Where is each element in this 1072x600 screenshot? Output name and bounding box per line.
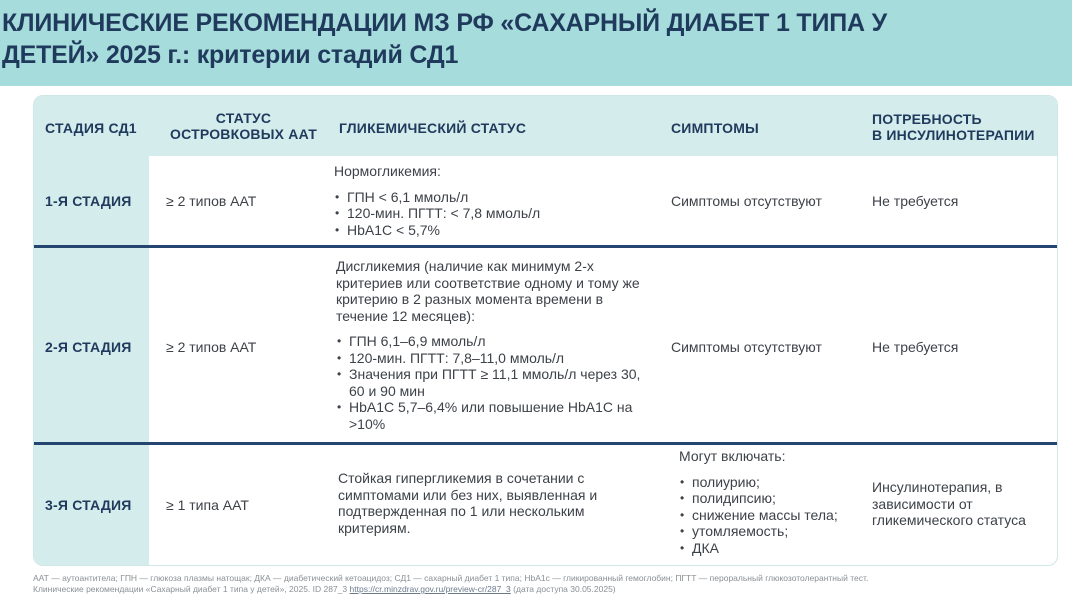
list-item: • ГПН 6,1–6,9 ммоль/л [336,333,654,350]
title-line-1: КЛИНИЧЕСКИЕ РЕКОМЕНДАЦИИ МЗ РФ «САХАРНЫЙ ДИАБЕТ 1 ТИПА У [2,9,887,37]
source-link[interactable]: https://cr.minzdrav.gov.ru/preview-cr/287_3 [349,584,511,594]
glycemic-intro: Дисгликемия (наличие как минимум 2-х критериев или соответствие одному и тому же критерию в 2 разных момента времени в течение 12 месяцев): [336,258,640,324]
aat-status: ≥ 1 типа ААТ [166,497,249,513]
symptoms [679,448,879,556]
glycemic-criteria-list [336,333,654,432]
header-aat [156,110,331,142]
header-stage: СТАДИЯ СД1 [45,120,137,136]
list-item: • Значения при ПГТТ ≥ 11,1 ммоль/л через 30, 60 и 90 мин [336,366,654,399]
stages-table [33,95,1058,566]
header-symptoms: СИМПТОМЫ [671,120,759,136]
list-item: • 120-мин. ПГТТ: 7,8–11,0 ммоль/л [336,350,654,367]
list-item: • HbA1C < 5,7% [334,222,664,239]
list-item: • ДКА [679,540,879,557]
list-item: • 120-мин. ПГТТ: < 7,8 ммоль/л [334,205,664,222]
glycemic-status [334,163,664,238]
header-aat-line1: СТАТУС [215,110,272,126]
stage-label: 1-Я СТАДИЯ [45,193,132,209]
glycemic-intro: Нормогликемия: [334,163,441,179]
list-item: • ГПН < 6,1 ммоль/л [334,189,664,206]
abbreviations-note: ААТ — аутоантитела; ГПН — глюкоза плазмы натощак; ДКА — диабетический кетоацидоз; СД1 — сахарный диабет 1 типа; HbA1c — гликированный гемоглобин; ПГТТ — пероральный глюкозотолерантный тест. [33,573,869,583]
row-divider [34,442,1057,445]
title-line-2: ДЕТЕЙ» 2025 г.: критерии стадий СД1 [2,41,459,69]
source-note [33,584,1053,595]
aat-status: ≥ 2 типов ААТ [166,339,257,355]
glycemic-status: Стойкая гипергликемия в сочетании с симптомами или без них, выявленная и подтвержденная по 1 или нескольким критериям. [338,470,598,536]
insulin-need: Не требуется [872,193,959,209]
source-text: Клинические рекомендации «Сахарный диабет 1 типа у детей», 2025. ID 287_3 [33,584,348,594]
insulin-need: Инсулинотерапия, в зависимости от гликемического статуса [872,479,1026,528]
title-band [0,0,1072,86]
header-glycemic: ГЛИКЕМИЧЕСКИЙ СТАТУС [339,120,527,136]
symptoms-list [679,474,879,557]
list-item: • полиурию; [679,474,879,491]
page-title [2,7,1062,71]
aat-status: ≥ 2 типов ААТ [166,193,257,209]
header-insulin [872,111,1035,143]
header-insulin-line1: ПОТРЕБНОСТЬ [872,111,982,127]
stage-label: 2-Я СТАДИЯ [45,339,132,355]
row-divider [34,245,1057,248]
insulin-need: Не требуется [872,339,959,355]
symptoms: Симптомы отсутствуют [671,193,822,209]
symptoms-intro: Могут включать: [679,448,786,464]
glycemic-status [336,258,654,432]
list-item: • HbA1C 5,7–6,4% или повышение HbA1C на >10% [336,399,654,432]
list-item: • утомляемость; [679,523,879,540]
symptoms: Симптомы отсутствуют [671,339,822,355]
list-item: • полидипсию; [679,490,879,507]
access-date: (дата доступа 30.05.2025) [513,584,616,594]
glycemic-criteria-list [334,189,664,239]
footnote [33,573,1053,595]
header-insulin-line2: В ИНСУЛИНОТЕРАПИИ [872,127,1035,143]
stage-column-bg [34,96,149,565]
list-item: • снижение массы тела; [679,507,879,524]
stage-label: 3-Я СТАДИЯ [45,497,132,513]
header-aat-line2: ОСТРОВКОВЫХ ААТ [170,126,317,142]
